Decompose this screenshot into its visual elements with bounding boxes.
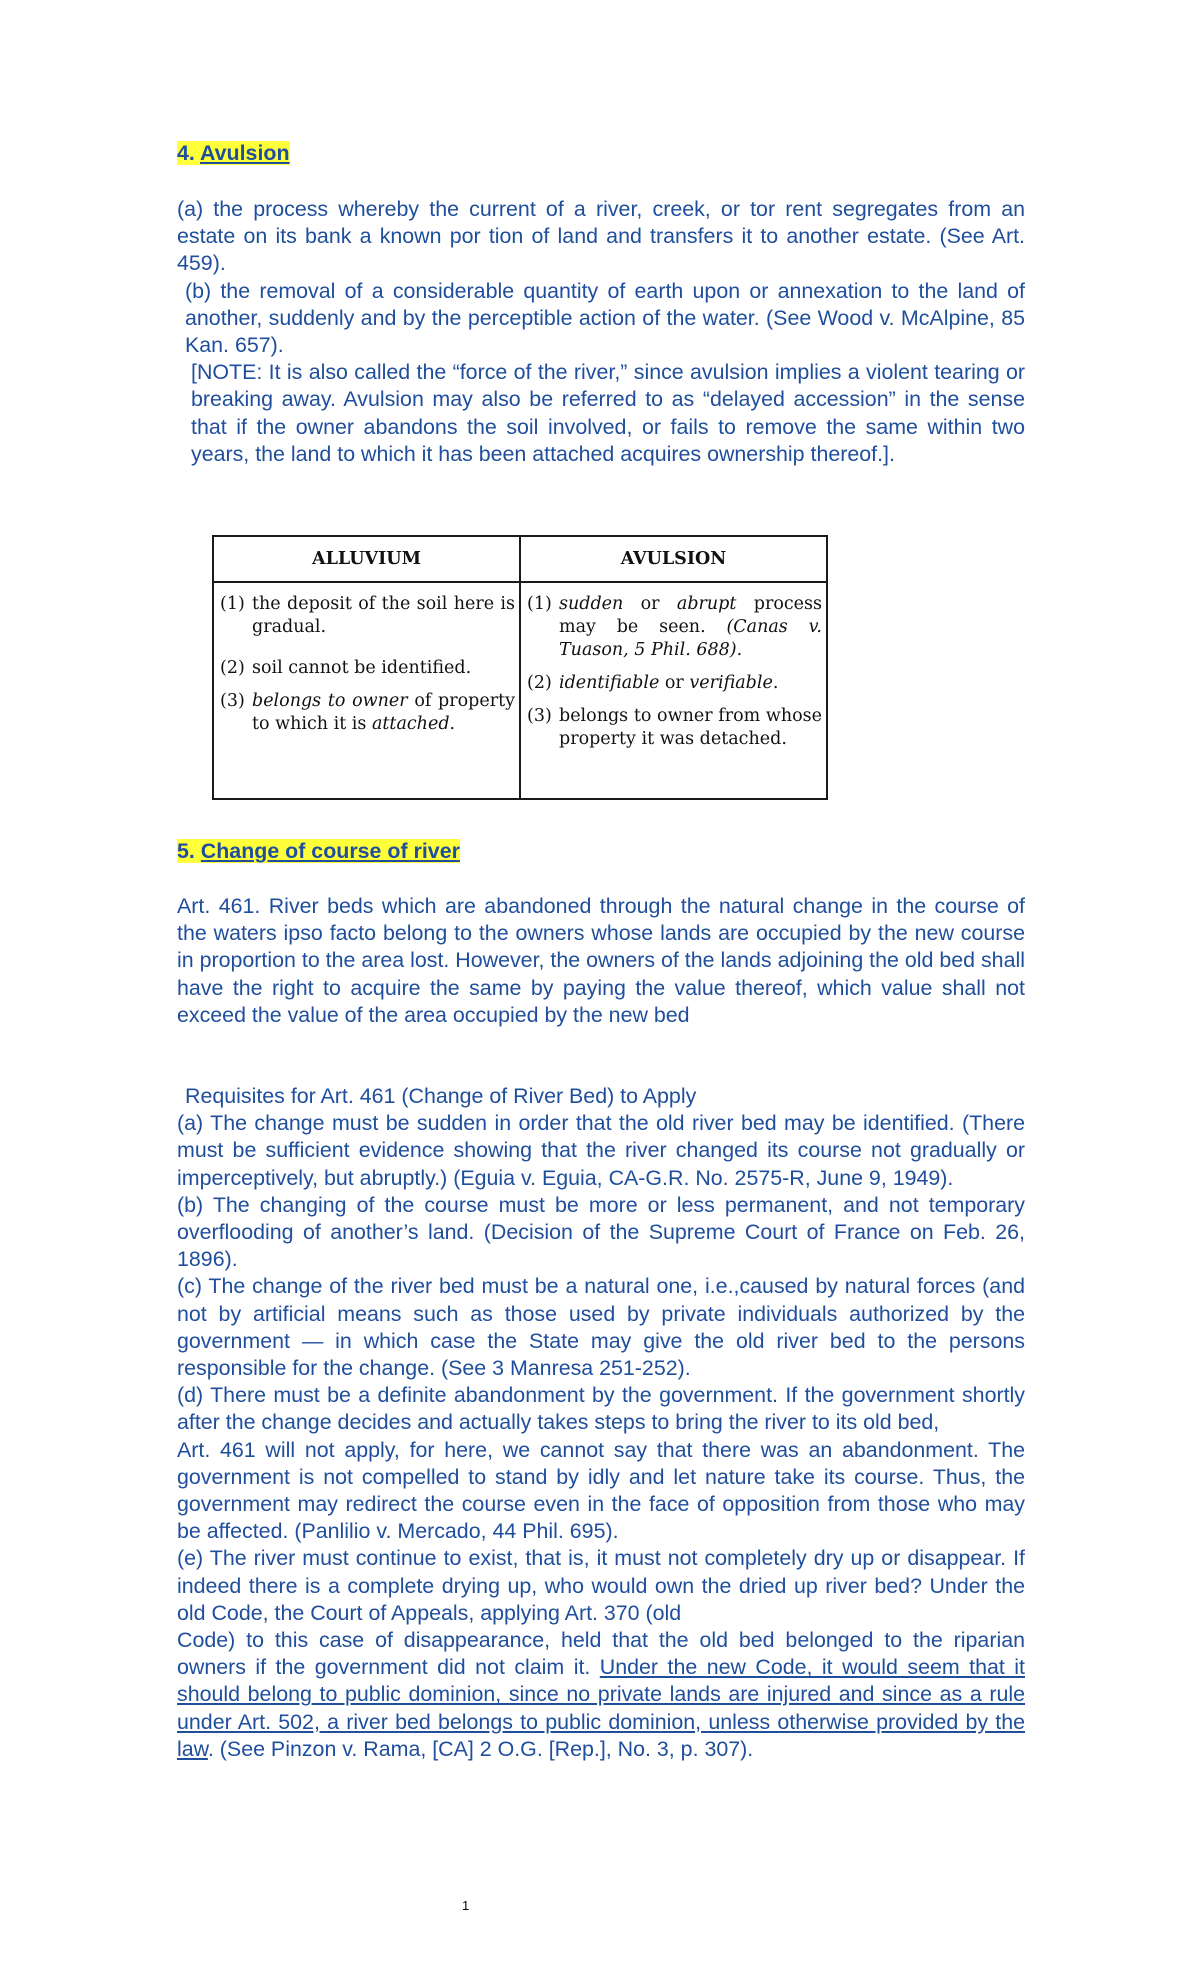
section-4-body [177, 196, 1025, 468]
avulsion-note: [NOTE: It is also called the “force of the river,” since avulsion implies a violent tearing or breaking away. Avulsion may also be referred to as “delayed accession” in the sense that if the owner abandons the soil involved, or fails to remove the same within two years, the land to which it has been attached acquires ownership thereof.]. [191, 360, 1025, 466]
art-461-text: Art. 461. River beds which are abandoned through the natural change in the course of the waters ipso facto belong to the owners whose lands are occupied by the new course in proportion to the area lost. However, the owners of the lands adjoining the old bed shall have the right to acquire the same by paying the value thereof, which value shall not exceed the value of the area occupied by the new bed [177, 894, 1025, 1027]
requisite-e-underlined: Under the new Code, it would seem that it should belong to public dominion, since no private lands are injured and since as a rule under Art. 502, a river bed belongs to public dominion, unless otherwise provided by the law [177, 1655, 1025, 1761]
art-461-block [177, 893, 1025, 1029]
section-4-heading [177, 140, 290, 167]
avulsion-column [520, 582, 827, 799]
alluvium-item-2: (2) soil cannot be identified. [220, 658, 472, 678]
page-number: 1 [462, 1898, 470, 1913]
requisite-e-part1: (e) The river must continue to exist, that is, it must not completely dry up or disappear. If indeed there is a complete drying up, who would own the dried up river bed? Under the old Code, the Court of Appeals, applying Art. 370 (old [177, 1546, 1025, 1625]
requisite-e-part2: Code) to this case of disappearance, held that the old bed belonged to the riparian owners if the government did not claim it. Under the new Code, it would seem that it should belong to public dominion, since no private lands are injured and since as a rule under Art. 502, a river bed belongs to public dominion, unless otherwise provided by the law. (See Pinzon v. Rama, [CA] 2 O.G. [Rep.], No. 3, p. 307). [177, 1628, 1025, 1761]
section-4-title: Avulsion [200, 141, 290, 165]
avulsion-definition-b: (b) the removal of a considerable quantity of earth upon or annexation to the land of another, suddenly and by the perceptible action of the water. (See Wood v. McAlpine, 85 Kan. 657). [185, 278, 1025, 358]
alluvium-column [213, 582, 520, 799]
avulsion-item-3: (3) belongs to owner from whose property it was detached. [527, 706, 822, 749]
section-4-number: 4. [177, 141, 200, 165]
section-5-heading [177, 838, 460, 865]
requisite-d-continued: Art. 461 will not apply, for here, we cannot say that there was an abandonment. The government is not compelled to stand by idly and let nature take its course. Thus, the government may redirect the course even in the face of opposition from those who may be affected. (Panlilio v. Mercado, 44 Phil. 695). [177, 1437, 1025, 1544]
alluvium-avulsion-table [212, 535, 828, 800]
table-header-avulsion: AVULSION [520, 536, 827, 582]
requisite-d: (d) There must be a definite abandonment by the government. If the government shortly after the change decides and actually takes steps to bring the river to its old bed, [177, 1383, 1025, 1435]
requisites-block [177, 1083, 1025, 1763]
avulsion-item-2: (2) identifiable or verifiable. [527, 673, 779, 693]
requisite-c: (c) The change of the river bed must be a natural one, i.e.,caused by natural forces (and not by artificial means such as those used by private individuals authorized by the government — in which case the State may give the old river bed to the persons responsible for the change. (See 3 Manresa 251-252). [177, 1274, 1025, 1381]
requisite-a: (a) The change must be sudden in order that the old river bed may be identified. (There must be sufficient evidence showing that the river changed its course not gradually or imperceptively, but abruptly.) (Eguia v. Eguia, CA-G.R. No. 2575-R, June 9, 1949). [177, 1111, 1025, 1190]
alluvium-item-1: (1) the deposit of the soil here is gradual. [220, 594, 515, 637]
requisite-b: (b) The changing of the course must be more or less permanent, and not temporary overflooding of another’s land. (Decision of the Supreme Court of France on Feb. 26, 1896). [177, 1192, 1025, 1272]
requisites-title: Requisites for Art. 461 (Change of River Bed) to Apply [185, 1084, 697, 1108]
section-5-number: 5. [177, 839, 201, 863]
section-5-title: Change of course of river [200, 839, 460, 863]
avulsion-definition-a: (a) the process whereby the current of a river, creek, or tor rent segregates from an estate on its bank a known por tion of land and transfers it to another estate. (See Art. 459). [177, 197, 1025, 276]
table-header-alluvium: ALLUVIUM [213, 536, 520, 582]
alluvium-item-3: (3) belongs to owner of property to which it is attached. [220, 691, 515, 734]
avulsion-item-1: (1) sudden or abrupt process may be seen. (Canas v. Tuason, 5 Phil. 688). [527, 594, 822, 660]
